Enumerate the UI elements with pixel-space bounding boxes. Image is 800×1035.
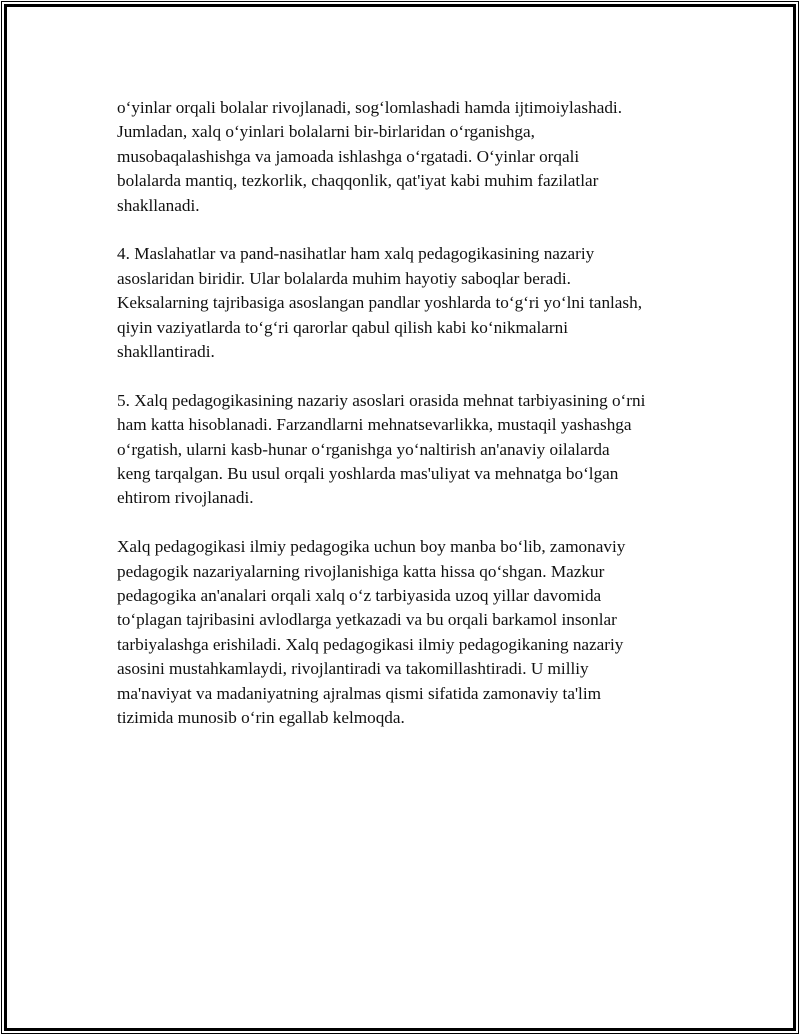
text-line: qiyin vaziyatlarda to‘g‘ri qarorlar qabul qilish kabi ko‘nikmalarni — [117, 317, 569, 337]
paragraph-conclusion — [117, 535, 692, 730]
text-line: Keksalarning tajribasiga asoslangan pandlar yoshlarda to‘g‘ri yo‘lni tanlash, — [117, 293, 643, 313]
paragraph-games — [117, 96, 692, 218]
text-line: 5. Xalq pedagogikasining nazariy asoslari orasida mehnat tarbiyasining o‘rni — [117, 390, 646, 410]
text-line: pedagogik nazariyalarning rivojlanishiga katta hissa qo‘shgan. Mazkur — [117, 561, 605, 581]
text-line: shakllanadi. — [117, 195, 200, 215]
text-line: ham katta hisoblanadi. Farzandlarni mehnatsevarlikka, mustaqil yashashga — [117, 415, 632, 435]
text-line: pedagogika an'analari orqali xalq o‘z tarbiyasida uzoq yillar davomida — [117, 586, 602, 606]
text-line: 4. Maslahatlar va pand-nasihatlar ham xalq pedagogikasining nazariy — [117, 244, 595, 264]
text-line: Xalq pedagogikasi ilmiy pedagogika uchun boy manba bo‘lib, zamonaviy — [117, 537, 626, 557]
paragraph-labor-education — [117, 389, 692, 511]
text-line: keng tarqalgan. Bu usul orqali yoshlarda mas'uliyat va mehnatga bo‘lgan — [117, 464, 619, 484]
text-line: o‘rgatish, ularni kasb-hunar o‘rganishga yo‘naltirish an'anaviy oilalarda — [117, 439, 610, 459]
text-line: asosini mustahkamlaydi, rivojlantiradi va takomillashtiradi. U milliy — [117, 659, 589, 679]
text-line: shakllantiradi. — [117, 342, 215, 362]
paragraph-advice — [117, 242, 692, 364]
text-line: Jumladan, xalq o‘yinlari bolalarni bir-birlaridan o‘rganishga, — [117, 122, 535, 142]
text-line: ma'naviyat va madaniyatning ajralmas qismi sifatida zamonaviy ta'lim — [117, 683, 601, 703]
text-line: tarbiyalashga erishiladi. Xalq pedagogikasi ilmiy pedagogikaning nazariy — [117, 634, 624, 654]
text-line: bolalarda mantiq, tezkorlik, chaqqonlik, qat'iyat kabi muhim fazilatlar — [117, 171, 599, 191]
document-body — [117, 96, 692, 755]
text-line: musobaqalashishga va jamoada ishlashga o‘rgatadi. O‘yinlar orqali — [117, 146, 580, 166]
text-line: ehtirom rivojlanadi. — [117, 488, 254, 508]
text-line: tizimida munosib o‘rin egallab kelmoqda. — [117, 708, 405, 728]
text-line: o‘yinlar orqali bolalar rivojlanadi, sog‘lomlashadi hamda ijtimoiylashadi. — [117, 98, 623, 117]
text-line: to‘plagan tajribasini avlodlarga yetkazadi va bu orqali barkamol insonlar — [117, 610, 617, 630]
text-line: asoslaridan biridir. Ular bolalarda muhim hayotiy saboqlar beradi. — [117, 268, 571, 288]
